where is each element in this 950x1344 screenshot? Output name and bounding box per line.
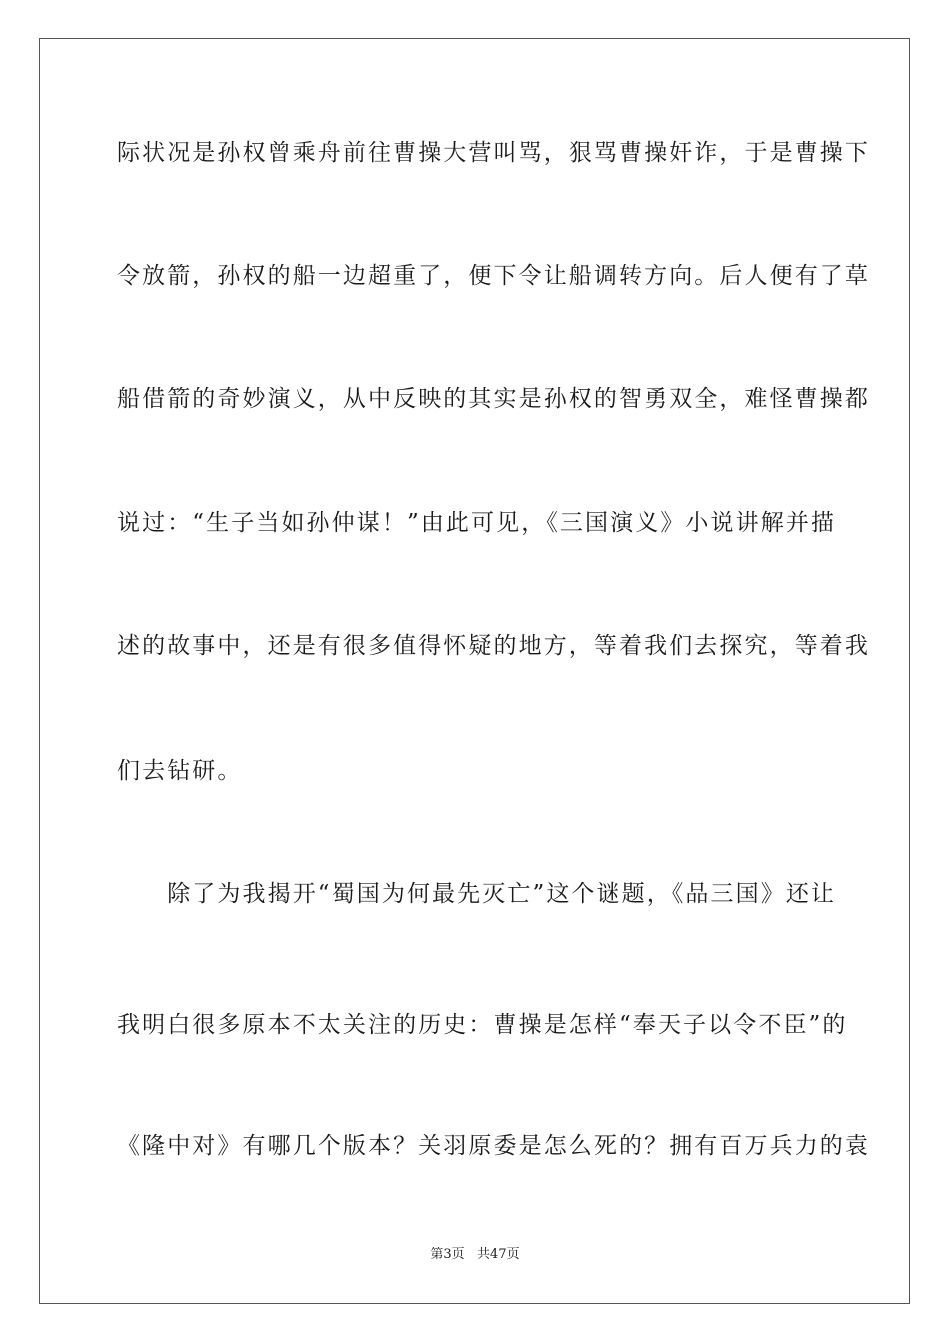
body-text-line: 们去钻研。 — [117, 758, 243, 784]
page-number-footer: 第3页 共47页 — [430, 1247, 520, 1262]
body-text-line: 述的故事中，还是有很多值得怀疑的地方，等着我们去探究，等着我 — [117, 633, 870, 659]
body-text-line: 除了为我揭开“蜀国为何最先灭亡”这个谜题，《品三国》还让 — [117, 881, 837, 907]
body-text-line: 际状况是孙权曾乘舟前往曹操大营叫骂，狠骂曹操奸诈，于是曹操下 — [117, 140, 870, 166]
body-text-line: 令放箭，孙权的船一边超重了，便下令让船调转方向。后人便有了草 — [117, 263, 870, 289]
page-border — [39, 38, 910, 1304]
body-text-line: 我明白很多原本不太关注的历史：曹操是怎样“奉天子以令不臣”的 — [117, 1012, 848, 1038]
body-text-line: 说过：“生子当如孙仲谋！”由此可见，《三国演义》小说讲解并描 — [117, 510, 837, 536]
body-text-line: 《隆中对》有哪几个版本？关羽原委是怎么死的？拥有百万兵力的袁 — [117, 1133, 870, 1159]
body-text-line: 船借箭的奇妙演义，从中反映的其实是孙权的智勇双全，难怪曹操都 — [117, 386, 870, 412]
